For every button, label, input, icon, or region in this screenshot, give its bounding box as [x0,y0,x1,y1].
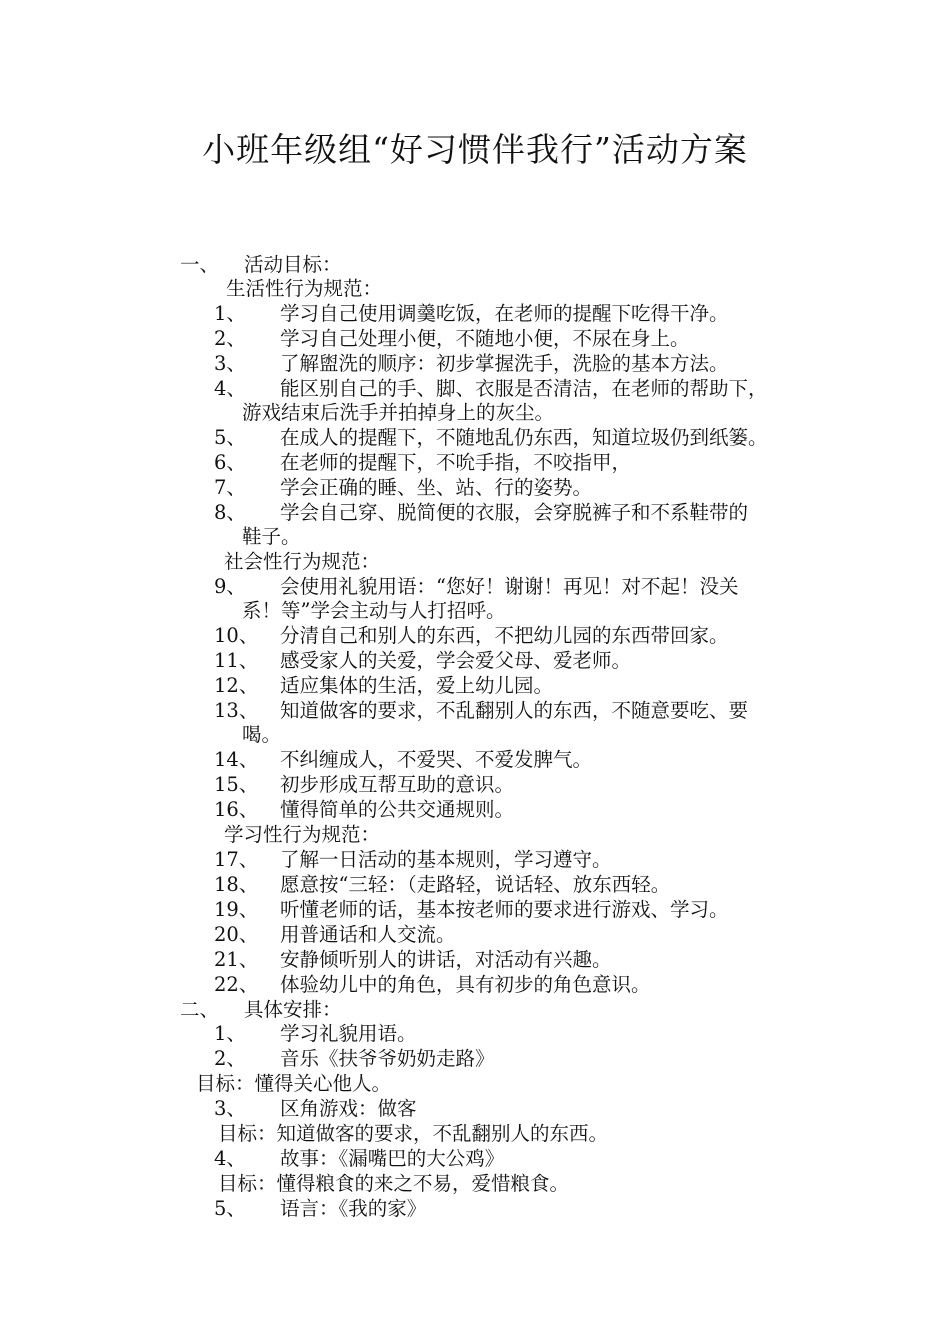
plan-3-number: 3、 [214,1097,246,1120]
plan-1-text: 学习礼貌用语。 [280,1022,417,1045]
item-21-number: 21、 [214,948,259,971]
item-3-text: 了解盥洗的顺序：初步掌握洗手，洗脸的基本方法。 [280,352,729,375]
section-1-number: 一、 [180,253,220,276]
subheading-social: 社会性行为规范： [224,550,381,573]
plan-5-text: 语言：《我的家》 [280,1197,427,1220]
item-10-number: 10、 [214,624,259,647]
item-6-text: 在老师的提醒下，不吮手指，不咬指甲， [280,451,632,474]
item-1-number: 1、 [214,302,246,325]
item-15-number: 15、 [214,773,259,796]
item-4-number: 4、 [214,377,246,400]
page-title: 小班年级组“好习惯伴我行”活动方案 [202,130,748,169]
item-21-text: 安静倾听别人的讲话，对活动有兴趣。 [280,948,612,971]
item-9-text: 会使用礼貌用语：“您好！谢谢！再见！对不起！没关 [280,575,739,598]
item-7-number: 7、 [214,476,246,499]
item-17-number: 17、 [214,848,259,871]
item-20-number: 20、 [214,923,259,946]
item-17-text: 了解一日活动的基本规则，学习遵守。 [280,848,612,871]
plan-4-text: 故事：《漏嘴巴的大公鸡》 [280,1147,505,1170]
item-13-text: 知道做客的要求，不乱翻别人的东西，不随意要吃、要 [280,699,749,722]
plan-4-goal: 目标：懂得粮食的来之不易，爱惜粮食。 [218,1172,570,1195]
item-7-text: 学会正确的睡、坐、站、行的姿势。 [280,476,593,499]
item-18-text: 愿意按“三轻：（走路轻，说话轻、放东西轻。 [280,873,671,896]
item-14-number: 14、 [214,748,259,771]
item-11-text: 感受家人的关爱，学会爱父母、爱老师。 [280,649,632,672]
item-4-continuation: 游戏结束后洗手并拍掉身上的灰尘。 [242,401,555,424]
item-3-number: 3、 [214,352,246,375]
item-18-number: 18、 [214,873,259,896]
plan-3-text: 区角游戏：做客 [280,1097,417,1120]
item-5-text: 在成人的提醒下，不随地乱仍东西，知道垃圾仍到纸篓。 [280,426,768,449]
subheading-life: 生活性行为规范： [226,277,383,300]
section-2-number: 二、 [180,998,220,1021]
item-2-number: 2、 [214,327,246,350]
item-15-text: 初步形成互帮互助的意识。 [280,773,515,796]
item-19-number: 19、 [214,898,259,921]
item-8-text: 学会自己穿、脱简便的衣服，会穿脱裤子和不系鞋带的 [280,501,749,524]
plan-2-text: 音乐《扶爷爷奶奶走路》 [280,1047,495,1070]
item-1-text: 学习自己使用调羹吃饭，在老师的提醒下吃得干净。 [280,302,729,325]
item-13-continuation: 喝。 [242,723,282,746]
item-12-number: 12、 [214,674,259,697]
section-2-heading: 具体安排： [244,998,342,1021]
plan-5-number: 5、 [214,1197,246,1220]
item-4-text: 能区别自己的手、脚、衣服是否清洁，在老师的帮助下， [280,377,768,400]
item-2-text: 学习自己处理小便，不随地小便，不尿在身上。 [280,327,690,350]
item-9-number: 9、 [214,575,246,598]
item-13-number: 13、 [214,699,259,722]
item-20-text: 用普通话和人交流。 [280,923,456,946]
plan-4-number: 4、 [214,1147,246,1170]
item-22-text: 体验幼儿中的角色，具有初步的角色意识。 [280,973,651,996]
item-6-number: 6、 [214,451,246,474]
plan-2-goal: 目标：懂得关心他人。 [196,1072,392,1095]
section-1-heading: 活动目标： [244,253,342,276]
item-8-number: 8、 [214,501,246,524]
item-22-number: 22、 [214,973,259,996]
item-9-continuation: 系！等”学会主动与人打招呼。 [242,599,506,622]
plan-3-goal: 目标：知道做客的要求，不乱翻别人的东西。 [218,1122,609,1145]
item-19-text: 听懂老师的话，基本按老师的要求进行游戏、学习。 [280,898,729,921]
item-5-number: 5、 [214,426,246,449]
item-14-text: 不纠缠成人，不爱哭、不爱发脾气。 [280,748,593,771]
plan-2-number: 2、 [214,1047,246,1070]
item-11-number: 11、 [214,649,259,672]
plan-1-number: 1、 [214,1022,246,1045]
item-8-continuation: 鞋子。 [242,525,301,548]
item-10-text: 分清自己和别人的东西，不把幼儿园的东西带回家。 [280,624,729,647]
item-16-number: 16、 [214,798,259,821]
subheading-study: 学习性行为规范： [224,823,381,846]
item-16-text: 懂得简单的公共交通规则。 [280,798,515,821]
item-12-text: 适应集体的生活，爱上幼儿园。 [280,674,554,697]
